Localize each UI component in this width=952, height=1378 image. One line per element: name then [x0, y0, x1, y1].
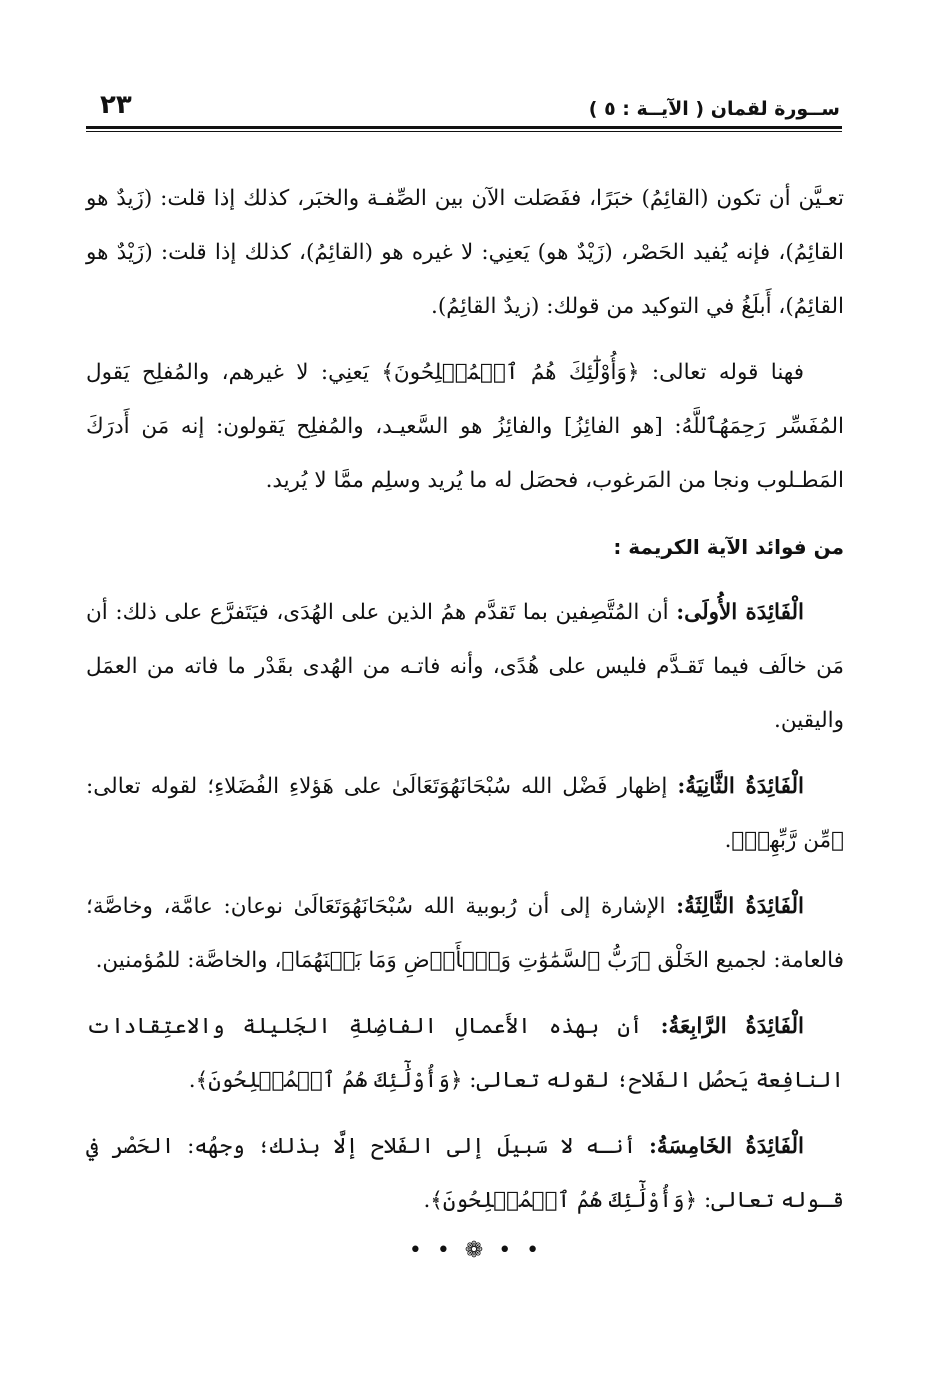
benefit-text: أن بهذه الأَعمالِ الفاضِلةِ الجَليلة والاعتِقادات النافِعة يَحصُل الفَلاح؛ لقوله تعالى: ﴿وَأُوْلَٰٓئِكَ هُمُ ٱلۡمُفۡلِحُونَ﴾.	[86, 1014, 844, 1093]
page-number: ٢٣	[100, 90, 132, 120]
paragraph: فهنا قوله تعالى: ﴿وَأُوْلَٰٓئِكَ هُمُ ٱلۡمُفۡلِحُونَ﴾ يَعنِي: لا غيرهم، والمُفلِح يَقول المُفَسِّر رَحِمَهُٱللَّهُ: [هو الفائِزُ] والفائِزُ هو السَّعيـد، والمُفلِح يَقولون: إنه مَن أَدرَكَ المَطـلوب ونجا من المَرغوب، فحصَل له ما يُريد وسلِم ممَّا لا يُريد.	[86, 360, 844, 493]
benefit-label: الْفَائِدَةُ الخَامِسَةُ:	[649, 1134, 804, 1159]
benefit-text: أنـه لا سَبيلَ إلى الفَلاح إلَّا بذلك؛ وجهُه: الحَصْر في قـوله تعالى: ﴿وَأُوْلَٰٓئِكَ هُمُ ٱلۡمُفۡلِحُونَ﴾.	[86, 1134, 844, 1213]
end-ornament: • • ❁ • •	[408, 1238, 544, 1263]
benefit-text: إظهار فَضْل الله سُبْحَانَهُوَتَعَالَىٰ على هَؤلاءِ الفُضَلاءِ؛ لقوله تعالى: ﴿مِّن رَّبِّهِمۡ﴾.	[86, 774, 844, 853]
running-title: ســورة لقمان ( الآيــة : ٥ )	[588, 98, 840, 120]
benefit-paragraph	[86, 586, 844, 748]
benefit-paragraph	[86, 760, 844, 868]
page-header	[86, 90, 842, 130]
benefit-text: الإشارة إلى أن رُبوبية الله سُبْحَانَهُوَتَعَالَىٰ نوعان: عامَّة، وخاصَّة؛ فالعامة: لجميع الخَلْق ﴿رَبُّ ٱلسَّمَٰوَٰتِ وَٱلۡأَرۡضِ وَمَا بَيۡنَهُمَا﴾، والخاصَّة: للمُؤمنين.	[86, 894, 844, 973]
paragraph: تعـيَّن أن تكون (القائِمُ) خبَرًا، ففَصَلت الآن بين الصِّفـة والخبَر، كذلك إذا قلت: (زَيدٌ هو القائِمُ)، فإنه يُفيد الحَصْر، (زَيْدٌ هو) يَعنِي: لا غيره هو (القائِمُ)، كذلك إذا قلت: (زَيْدٌ هو القائِمُ)، أَبلَغُ في التوكيد من قولك: (زيدٌ القائِمُ).	[86, 186, 844, 319]
header-rule-thin	[86, 131, 842, 132]
benefit-label: الْفَائِدَة الأُولَى:	[676, 600, 805, 625]
benefit-label: الْفَائِدَةُ الثَّانِيَةُ:	[677, 774, 804, 799]
header-rule	[86, 126, 842, 129]
page-body	[86, 172, 844, 1240]
benefit-paragraph	[86, 880, 844, 988]
benefit-paragraph	[86, 1120, 844, 1228]
benefit-label: الْفَائِدَةُ الثَّالِثَةُ:	[676, 894, 804, 919]
benefit-text: أن المُتَّصِفين بما تَقدَّم همُ الذين على الهُدَى، فيَتَفرَّع على ذلك: أن مَن خالَف فيما تَقـدَّم فليس على هُدًى، وأنه فاتـه من الهُدى بقَدْر ما فاته من العمَل واليقين.	[86, 600, 844, 733]
section-heading: من فوائد الآية الكريمة :	[613, 535, 844, 559]
benefit-paragraph	[86, 1000, 844, 1108]
benefit-label: الْفَائِدَةُ الرَّابِعَةُ:	[660, 1014, 804, 1039]
